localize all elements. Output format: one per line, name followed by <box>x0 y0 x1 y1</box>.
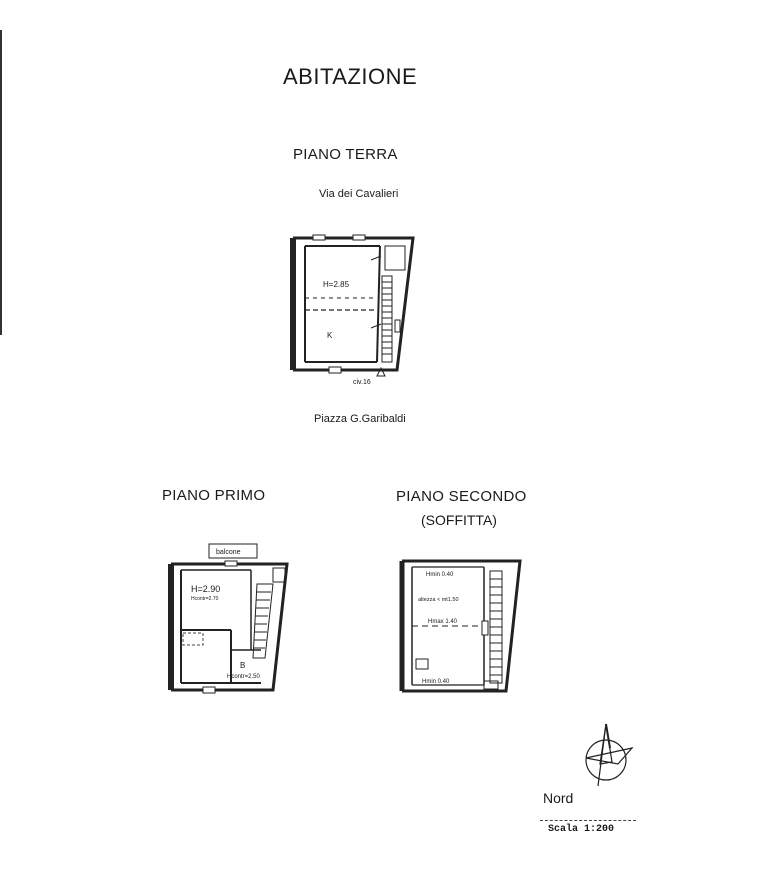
second-floor-subtitle: (SOFFITTA) <box>421 512 497 528</box>
north-label: Nord <box>543 790 574 806</box>
ground-floor-room-k: K <box>327 331 333 340</box>
first-floor-height-label: H=2.90 <box>191 584 221 594</box>
attic-hmax: Hmax 1.40 <box>428 619 458 625</box>
ground-floor-title: PIANO TERRA <box>293 146 398 163</box>
civic-number: civ.16 <box>353 379 371 386</box>
first-floor-title: PIANO PRIMO <box>162 487 266 504</box>
second-floor-plan <box>398 557 528 697</box>
street-label-top: Via dei Cavalieri <box>319 188 399 200</box>
page-title: ABITAZIONE <box>283 64 418 89</box>
ground-floor-plan <box>285 232 425 392</box>
ground-floor-height-label: H=2.85 <box>323 280 350 289</box>
first-floor-room-b: B <box>240 661 246 670</box>
north-arrow-icon <box>574 718 640 796</box>
first-floor-height-sub: Hcontr=2.70 <box>191 596 219 602</box>
scale-label: Scala 1:200 <box>548 824 615 835</box>
second-floor-title: PIANO SECONDO <box>396 488 527 505</box>
first-floor-b-height: Hcontr=2.50 <box>227 674 260 680</box>
first-floor-plan <box>165 540 295 695</box>
scale-divider <box>540 820 636 821</box>
attic-hmin-top: Hmin 0.40 <box>426 572 454 578</box>
street-label-bottom: Piazza G.Garibaldi <box>314 413 406 425</box>
page-edge-line <box>0 30 2 335</box>
balcony-label: balcone <box>216 549 241 556</box>
attic-altezza: altezza < mt1.50 <box>418 597 459 603</box>
attic-hmin-bottom: Hmin 0.40 <box>422 679 450 685</box>
